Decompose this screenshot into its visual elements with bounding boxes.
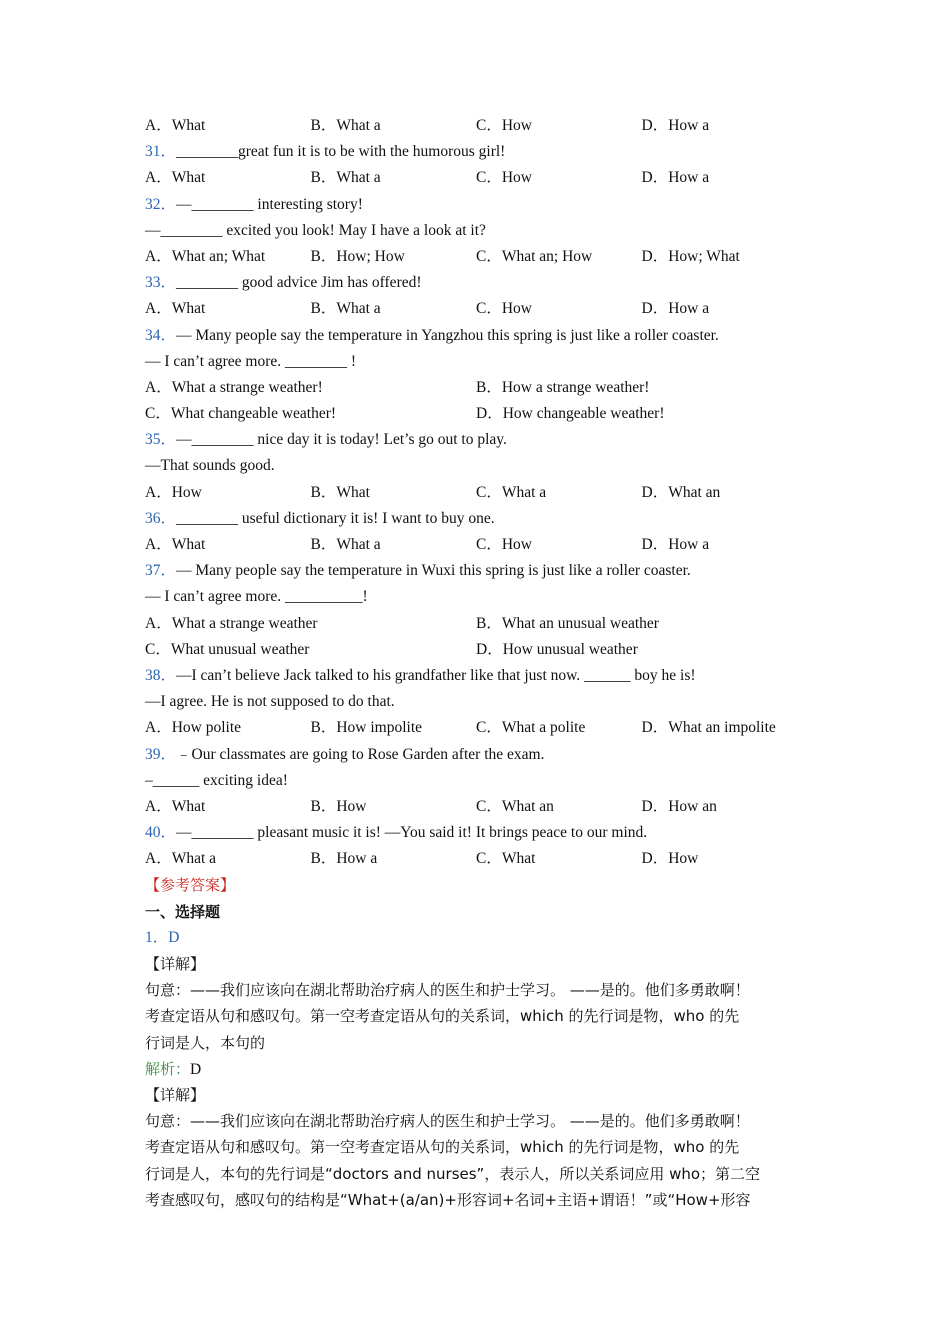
- explanation-line: 句意：——我们应该向在湖北帮助治疗病人的医生和护士学习。 ——是的。他们多勇敢啊！: [145, 981, 750, 1000]
- q39-option-c[interactable]: C．What an: [476, 797, 554, 815]
- q30-option-c[interactable]: C．How: [476, 117, 532, 134]
- q31-text: ________great fun it is to be with the humorous girl!: [176, 143, 506, 161]
- q34-options-row1: [145, 375, 825, 401]
- q34-options-row2: [145, 401, 825, 427]
- q37-option-d[interactable]: D．How unusual weather: [476, 640, 638, 658]
- q38-option-c[interactable]: C．What a polite: [476, 719, 586, 737]
- detail-label: 【详解】: [145, 955, 206, 973]
- q36-option-a[interactable]: A．What: [145, 536, 206, 553]
- q35-text: —________ nice day it is today! Let’s go out to play.: [176, 431, 507, 449]
- q36-stem: [145, 506, 825, 532]
- q33-option-d[interactable]: D．How a: [641, 300, 710, 318]
- q38-option-a[interactable]: A．How polite: [145, 719, 242, 737]
- q32-option-c[interactable]: C．What an; How: [476, 247, 593, 265]
- q40-option-d[interactable]: D．How: [641, 850, 699, 868]
- q35-options: [145, 480, 825, 506]
- q32-options: [145, 244, 825, 270]
- q33-option-b[interactable]: B．What a: [310, 300, 381, 318]
- q33-stem: [145, 270, 825, 296]
- q30-options: [145, 113, 825, 139]
- document-page: [145, 113, 825, 1213]
- explanation-line: 考查定语从句和感叹句。第一空考查定语从句的关系词，which 的先行词是物，who 的先: [145, 1007, 740, 1026]
- q34-option-b[interactable]: B．How a strange weather!: [476, 378, 650, 396]
- q38-number: 38．: [145, 666, 177, 684]
- q34-number: 34．: [145, 326, 177, 344]
- q34-line2: — I can’t agree more. ________ !: [145, 352, 357, 370]
- explanation-line: 考查感叹句，感叹句的结构是“What+(a/an)+形容词+名词+主语+谓语！”或“How+形容: [145, 1190, 751, 1209]
- q32-line2: —________ excited you look! May I have a look at it?: [145, 221, 486, 239]
- q38-text: —I can’t believe Jack talked to his grandfather like that just now. ______ boy he is!: [176, 666, 696, 684]
- explanation-line: 行词是人，本句的: [145, 1033, 266, 1052]
- q40-number: 40．: [145, 824, 177, 842]
- q32-stem: [145, 192, 825, 218]
- q38-line2: —I agree. He is not supposed to do that.: [145, 693, 395, 711]
- analysis-line: [145, 1056, 825, 1082]
- q38-option-d[interactable]: D．What an impolite: [641, 719, 776, 737]
- q35-option-c[interactable]: C．What a: [476, 483, 547, 501]
- explanation-line: 句意：——我们应该向在湖北帮助治疗病人的医生和护士学习。 ——是的。他们多勇敢啊！: [145, 1112, 750, 1131]
- q38-options: [145, 715, 825, 741]
- q37-line2: — I can’t agree more. __________!: [145, 588, 368, 606]
- q40-stem: [145, 820, 825, 846]
- q36-option-d[interactable]: D．How a: [641, 536, 710, 553]
- q37-text: — Many people say the temperature in Wuxi this spring is just like a roller coaster.: [176, 562, 691, 580]
- answer-1-text: 1．D: [145, 928, 180, 946]
- q32-text: —________ interesting story!: [176, 195, 363, 213]
- q35-option-b[interactable]: B．What: [310, 483, 370, 501]
- q39-option-d[interactable]: D．How an: [641, 797, 717, 815]
- q32-option-a[interactable]: A．What an; What: [145, 247, 266, 265]
- q39-number: 39．: [145, 745, 177, 763]
- q38-option-b[interactable]: B．How impolite: [310, 719, 423, 737]
- q40-options: [145, 846, 825, 872]
- q34-stem: [145, 323, 825, 349]
- q31-option-b[interactable]: B．What a: [310, 169, 381, 187]
- q36-option-b[interactable]: B．What a: [310, 536, 381, 553]
- answer-key-heading: 【参考答案】: [145, 876, 236, 895]
- q39-option-b[interactable]: B．How: [310, 797, 367, 815]
- q35-stem: [145, 427, 825, 453]
- q33-option-c[interactable]: C．How: [476, 300, 532, 318]
- q32-option-b[interactable]: B．How; How: [310, 247, 405, 265]
- q40-option-a[interactable]: A．What a: [145, 850, 217, 868]
- q31-option-a[interactable]: A．What: [145, 169, 206, 187]
- q31-option-d[interactable]: D．How a: [641, 169, 710, 187]
- q37-option-b[interactable]: B．What an unusual weather: [476, 614, 659, 632]
- q39-text: ﹣Our classmates are going to Rose Garden after the exam.: [176, 745, 545, 763]
- q39-line2: –______ exciting idea!: [145, 771, 288, 789]
- q33-option-a[interactable]: A．What: [145, 300, 206, 318]
- q36-text: ________ useful dictionary it is! I want to buy one.: [176, 509, 495, 527]
- q35-option-a[interactable]: A．How: [145, 483, 202, 501]
- q35-number: 35．: [145, 431, 177, 449]
- q32-option-d[interactable]: D．How; What: [641, 247, 740, 265]
- q40-text: —________ pleasant music it is! —You said it! It brings peace to our mind.: [176, 824, 648, 842]
- q37-option-c[interactable]: C．What unusual weather: [145, 640, 310, 658]
- q34-option-c[interactable]: C．What changeable weather!: [145, 405, 337, 423]
- q37-options-row2: [145, 637, 825, 663]
- q31-option-c[interactable]: C．How: [476, 169, 532, 187]
- q38-stem: [145, 663, 825, 689]
- q31-options: [145, 165, 825, 191]
- q37-number: 37．: [145, 562, 177, 580]
- q37-options-row1: [145, 611, 825, 637]
- detail-label-2: 【详解】: [145, 1085, 206, 1104]
- analysis-value: D: [190, 1060, 202, 1078]
- q30-option-d[interactable]: D．How a: [641, 117, 710, 134]
- q34-text: — Many people say the temperature in Yangzhou this spring is just like a roller coaster.: [176, 326, 719, 344]
- analysis-label: 解析：: [145, 1059, 191, 1078]
- q37-stem: [145, 558, 825, 584]
- q36-options: [145, 532, 825, 558]
- explanation-line: 考查定语从句和感叹句。第一空考查定语从句的关系词，which 的先行词是物，who 的先: [145, 1138, 740, 1157]
- q37-option-a[interactable]: A．What a strange weather: [145, 614, 318, 632]
- q40-option-c[interactable]: C．What: [476, 850, 536, 868]
- explanation-line: 行词是人，本句的先行词是“doctors and nurses”，表示人，所以关系词应用 who；第二空: [145, 1164, 761, 1183]
- q31-stem: [145, 139, 825, 165]
- q36-number: 36．: [145, 509, 177, 527]
- q34-option-d[interactable]: D．How changeable weather!: [476, 405, 665, 423]
- q31-number: 31．: [145, 143, 177, 161]
- q33-text: ________ good advice Jim has offered!: [176, 274, 422, 292]
- q35-line2: —That sounds good.: [145, 457, 275, 475]
- answer-1: [145, 925, 825, 951]
- q35-option-d[interactable]: D．What an: [641, 483, 721, 501]
- q33-number: 33．: [145, 274, 177, 292]
- q39-options: [145, 794, 825, 820]
- q40-option-b[interactable]: B．How a: [310, 850, 378, 868]
- q30-option-b[interactable]: B．What a: [310, 117, 381, 134]
- section-heading: 一、选择题: [145, 902, 221, 921]
- q36-option-c[interactable]: C．How: [476, 536, 532, 553]
- q32-number: 32．: [145, 195, 177, 213]
- q39-option-a[interactable]: A．What: [145, 797, 206, 815]
- q34-option-a[interactable]: A．What a strange weather!: [145, 378, 323, 396]
- q33-options: [145, 296, 825, 322]
- q39-stem: [145, 742, 825, 768]
- q30-option-a[interactable]: A．What: [145, 117, 206, 134]
